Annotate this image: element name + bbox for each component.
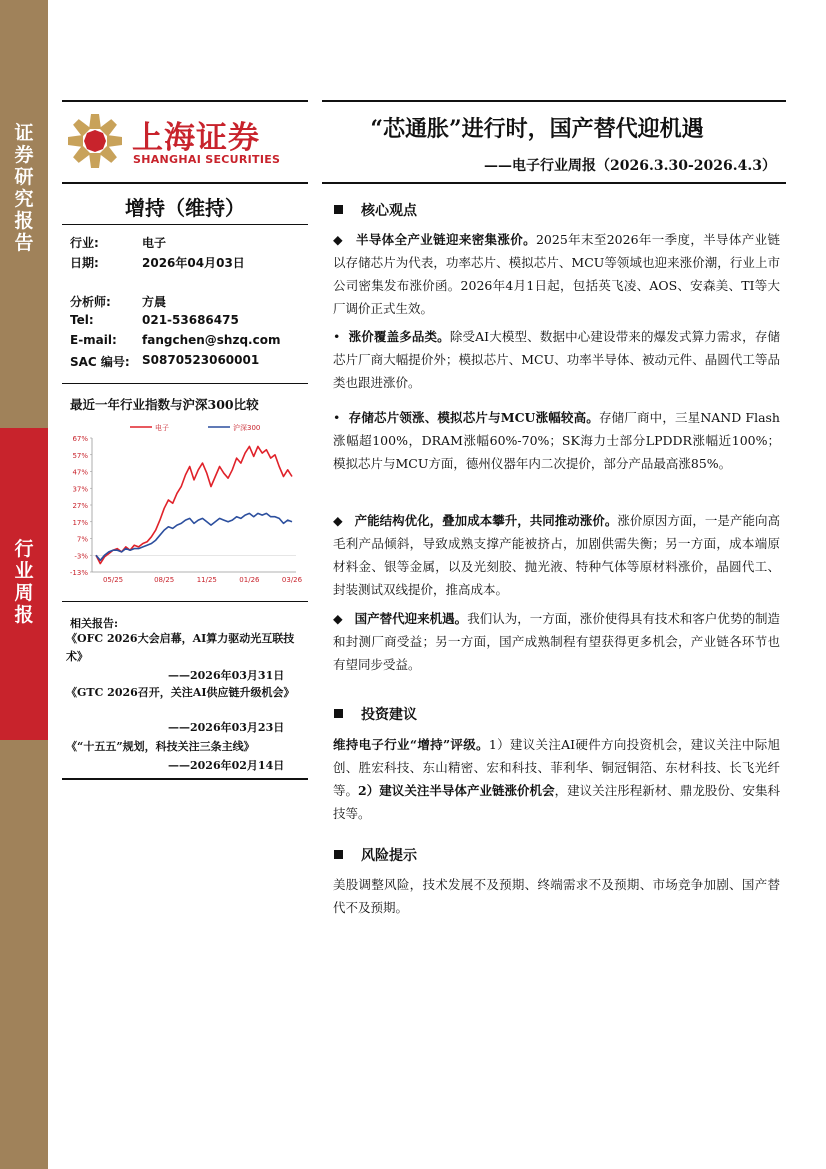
x-tick-label: 08/25 [154, 576, 175, 584]
left-bottom-rule [62, 778, 308, 780]
info-key: 行业: [70, 236, 99, 250]
chart-title: 最近一年行业指数与沪深300比较 [70, 397, 259, 412]
right-top-rule [322, 100, 786, 102]
invest-text-2: ，建议关注彤程新材、鼎龙股份、安集科技等。 [333, 783, 780, 821]
invest-paragraph [333, 733, 780, 825]
related-item-title[interactable]: 《“十五五”规划，科技关注三条主线》 [66, 740, 255, 753]
sidebar-mid-label: 行 业 周 报 [14, 538, 34, 626]
series-line-csi300 [96, 513, 292, 560]
point-lead: 国产替代迎来机遇。 [354, 611, 468, 626]
y-tick-label: 17% [72, 518, 88, 527]
section-invest-heading [334, 704, 417, 724]
related-topline [62, 601, 308, 602]
point-lead: 涨价覆盖多品类。 [348, 329, 450, 344]
info-value: 2026年04月03日 [142, 256, 245, 270]
core-point-3: • 存储芯片领涨、模拟芯片与MCU涨幅较高。存储厂商中，三星NAND Flash涨幅超100%，DRAM涨幅60%-70%；SK海力士部分LPDDR涨幅近100%；模拟芯片与MCU方面，德州仪器年内二次提价，部分产品最高涨85%。 [333, 410, 780, 471]
logo-text-cn: 上海证券 [132, 120, 260, 156]
y-tick-label: 37% [72, 485, 88, 494]
y-tick-label: 7% [76, 535, 88, 544]
info-key: E-mail: [70, 333, 117, 347]
related-item-date: ——2026年03月31日 [168, 669, 285, 682]
risk-paragraph: 美股调整风险，技术发展不及预期、终端需求不及预期、市场竞争加剧、国产替代不及预期。 [333, 877, 780, 915]
core-point-1: ◆ 半导体全产业链迎来密集涨价。2025年末至2026年一季度，半导体产业链以存储芯片为代表，功率芯片、模拟芯片、MCU等领域也迎来涨价潮，行业上市公司密集发布涨价函。2026年4月1日起，包括英飞凌、AOS、安森美、TI等大厂调价正式生效。 [333, 232, 780, 316]
point-text: 存储厂商中，三星NAND Flash涨幅超100%，DRAM涨幅60%-70%；SK海力士部分LPDDR涨幅近100%；模拟芯片与MCU方面，德州仪器年内二次提价，部分产品最高涨85%。 [333, 410, 780, 471]
point-text: 涨价原因方面，一是产能向高毛利产品倾斜，导致成熟支撑产能被挤占，加剧供需失衡；另一方面，成本端原材料金、银等金属，以及光刻胶、抛光液、特种气体等原材料涨价，晶圆代工、封装测试双线提价，推高成本。 [333, 513, 780, 597]
x-tick-label: 01/26 [239, 576, 260, 584]
rating-underline [62, 224, 308, 225]
series-line-electronics [96, 446, 292, 563]
square-bullet-icon [334, 205, 343, 214]
core-point-4: ◆ 产能结构优化，叠加成本攀升，共同推动涨价。涨价原因方面，一是产能向高毛利产品倾斜，导致成熟支撑产能被挤占，加剧供需失衡；另一方面，成本端原材料金、银等金属，以及光刻胶、抛光液、特种气体等原材料涨价，晶圆代工、封装测试双线提价，推高成本。 [333, 513, 780, 597]
info-key: 分析师: [70, 295, 111, 309]
y-tick-label: 27% [72, 502, 88, 510]
y-tick-label: -3% [74, 552, 88, 561]
section-label: 投资建议 [361, 707, 417, 723]
info-key: SAC 编号: [70, 355, 130, 369]
y-tick-label: 57% [72, 451, 88, 460]
related-item-date: ——2026年02月14日 [168, 759, 285, 772]
invest-text: 1）建议关注AI硬件方向投资机会，建议关注中际旭创、胜宏科技、东山精密、宏和科技、菲利华、铜冠铜箔、东材科技、长飞光纤等。 [333, 737, 780, 798]
point-lead: 存储芯片领涨、模拟芯片与MCU涨幅较高。 [348, 410, 599, 425]
related-heading: 相关报告: [70, 617, 119, 630]
point-text: 2025年末至2026年一季度，半导体产业链以存储芯片为代表，功率芯片、模拟芯片、MCU等领域也迎来涨价潮，行业上市公司密集发布涨价函。2026年4月1日起，包括英飞凌、AOS、安森美、TI等大厂调价正式生效。 [333, 232, 780, 316]
core-point-2: • 涨价覆盖多品类。除受AI大模型、数据中心建设带来的爆发式算力需求，存储芯片厂商大幅提价外；模拟芯片、MCU、功率半导体、被动元件、晶圆代工等品类也跟进涨价。 [333, 329, 780, 390]
info-key: 日期: [70, 256, 99, 270]
chart-topline [62, 383, 308, 384]
invest-lead-2: 2）建议关注半导体产业链涨价机会 [358, 783, 555, 798]
x-tick-label: 05/25 [102, 576, 124, 584]
x-tick-label: 03/26 [281, 576, 303, 584]
point-lead: 产能结构优化，叠加成本攀升，共同推动涨价。 [354, 513, 618, 528]
point-text: 我们认为，一方面，涨价使得具有技术和客户优势的制造和封测厂商受益；另一方面，国产成熟制程有望获得更多机会，产业链各环节也有望同步受益。 [333, 611, 780, 672]
point-text: 除受AI大模型、数据中心建设带来的爆发式算力需求，存储芯片厂商大幅提价外；模拟芯片、MCU、功率半导体、被动元件、晶圆代工等品类也跟进涨价。 [333, 329, 780, 390]
info-value: 021-53686475 [142, 313, 239, 327]
y-tick-label: 67% [72, 435, 88, 443]
rating-topline [62, 182, 308, 184]
info-value: 电子 [142, 236, 167, 250]
section-core-heading [334, 200, 417, 220]
y-tick-label: 47% [72, 468, 88, 477]
point-lead: 半导体全产业链迎来密集涨价。 [355, 232, 536, 247]
core-point-5: ◆ 国产替代迎来机遇。我们认为，一方面，涨价使得具有技术和客户优势的制造和封测厂商受益；另一方面，国产成熟制程有望获得更多机会，产业链各环节也有望同步受益。 [333, 611, 780, 672]
legend-label: 电子 [155, 424, 169, 432]
info-key: Tel: [70, 313, 94, 327]
title-underline [322, 182, 786, 184]
left-top-rule [62, 100, 308, 102]
info-value: 方晨 [142, 295, 167, 309]
related-item-date: ——2026年03月23日 [168, 721, 285, 734]
info-value: S0870523060001 [142, 353, 260, 367]
related-item-title[interactable]: 《OFC 2026大会启幕，AI算力驱动光互联技术》 [66, 632, 295, 663]
y-tick-label: -13% [69, 569, 88, 577]
section-label: 风险提示 [361, 848, 417, 864]
square-bullet-icon [334, 709, 343, 718]
section-risk-heading [334, 845, 417, 865]
invest-lead: 维持电子行业“增持”评级。 [333, 737, 489, 752]
square-bullet-icon [334, 850, 343, 859]
index-comparison-chart [64, 420, 303, 590]
section-label: 核心观点 [361, 203, 417, 219]
shanghai-securities-logo-icon [66, 112, 124, 170]
x-tick-label: 11/25 [196, 576, 217, 584]
logo-text-en: SHANGHAI SECURITIES [133, 153, 281, 166]
info-value[interactable]: fangchen@shzq.com [142, 333, 281, 347]
related-item-title[interactable]: 《GTC 2026召开，关注AI供应链升级机会》 [66, 686, 295, 699]
rating: 增持（维持） [125, 196, 245, 220]
legend-label: 沪深300 [233, 424, 261, 432]
report-subtitle: ——电子行业周报（2026.3.30-2026.4.3） [484, 158, 776, 174]
report-title: “芯通胀”进行时，国产替代迎机遇 [370, 116, 704, 142]
sidebar-top-label: 证 券 研 究 报 告 [14, 122, 34, 254]
